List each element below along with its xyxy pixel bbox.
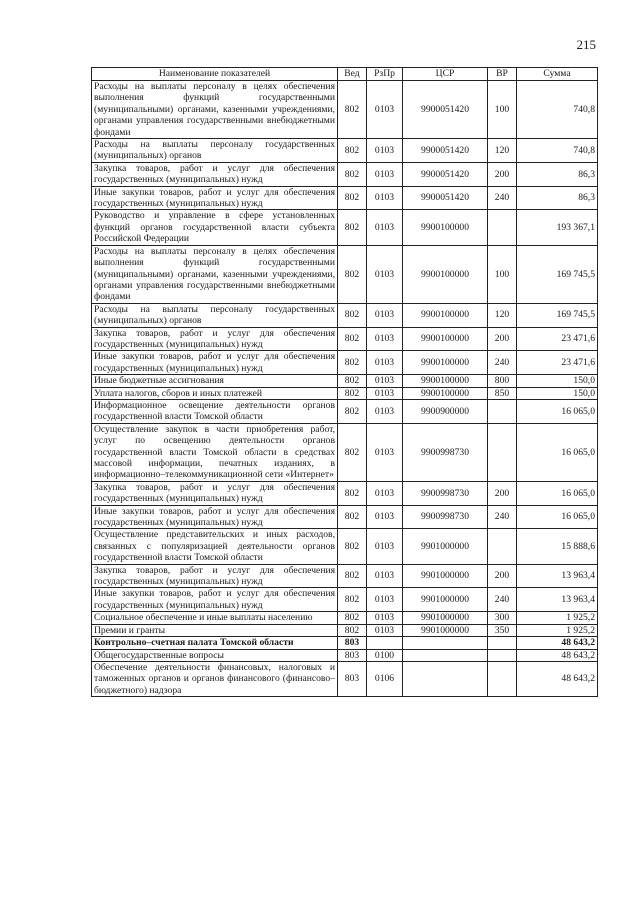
cell-csr: 9900051420 <box>403 162 488 186</box>
table-row <box>92 303 598 327</box>
cell-vr: 200 <box>488 481 517 505</box>
header-rzpr: РзПр <box>367 68 403 81</box>
header-vr: ВР <box>488 68 517 81</box>
cell-ved: 803 <box>338 661 367 696</box>
cell-vr <box>488 210 517 245</box>
cell-csr: 9900100000 <box>403 303 488 327</box>
cell-name: Осуществление представительских и иных расходов, связанных с популяризацией деятельности органов государственной власти Томской области <box>92 529 338 564</box>
cell-vr: 120 <box>488 139 517 163</box>
cell-csr: 9900900000 <box>403 399 488 423</box>
table-header-row <box>92 68 598 81</box>
cell-vr <box>488 529 517 564</box>
cell-ved: 802 <box>338 303 367 327</box>
cell-ved: 803 <box>338 637 367 649</box>
cell-rzpr: 0103 <box>367 351 403 375</box>
cell-ved: 802 <box>338 529 367 564</box>
cell-sum: 48 643,2 <box>517 661 598 696</box>
cell-rzpr: 0103 <box>367 505 403 529</box>
cell-name: Контрольно–счетная палата Томской области <box>92 637 338 649</box>
cell-rzpr: 0103 <box>367 624 403 636</box>
table-row <box>92 210 598 245</box>
cell-name: Расходы на выплаты персоналу в целях обеспечения выполнения функций государственными (муниципальными) органами, казенными учреждениями, органами управления государственными внебюджетными фондами <box>92 81 338 139</box>
table-row <box>92 375 598 387</box>
cell-ved: 802 <box>338 423 367 481</box>
cell-vr: 240 <box>488 505 517 529</box>
cell-vr <box>488 399 517 423</box>
table-row <box>92 637 598 649</box>
cell-vr: 800 <box>488 375 517 387</box>
cell-name: Информационное освещение деятельности органов государственной власти Томской области <box>92 399 338 423</box>
cell-ved: 802 <box>338 210 367 245</box>
cell-rzpr: 0103 <box>367 327 403 351</box>
cell-vr: 200 <box>488 327 517 351</box>
cell-vr: 100 <box>488 81 517 139</box>
cell-vr <box>488 649 517 661</box>
cell-ved: 802 <box>338 505 367 529</box>
cell-sum: 16 065,0 <box>517 399 598 423</box>
cell-ved: 802 <box>338 481 367 505</box>
cell-vr: 350 <box>488 624 517 636</box>
cell-csr: 9901000000 <box>403 588 488 612</box>
cell-sum: 15 888,6 <box>517 529 598 564</box>
cell-sum: 169 745,5 <box>517 245 598 303</box>
cell-ved: 802 <box>338 588 367 612</box>
table-row <box>92 588 598 612</box>
cell-ved: 802 <box>338 81 367 139</box>
cell-vr: 300 <box>488 612 517 624</box>
cell-ved: 802 <box>338 612 367 624</box>
cell-ved: 802 <box>338 387 367 399</box>
cell-sum: 1 925,2 <box>517 624 598 636</box>
cell-sum: 23 471,6 <box>517 327 598 351</box>
cell-name: Закупка товаров, работ и услуг для обеспечения государственных (муниципальных) нужд <box>92 162 338 186</box>
cell-name: Иные закупки товаров, работ и услуг для обеспечения государственных (муниципальных) нужд <box>92 588 338 612</box>
cell-name: Расходы на выплаты персоналу государственных (муниципальных) органов <box>92 303 338 327</box>
cell-sum: 16 065,0 <box>517 423 598 481</box>
cell-ved: 802 <box>338 186 367 210</box>
cell-sum: 740,8 <box>517 139 598 163</box>
cell-vr: 850 <box>488 387 517 399</box>
cell-sum: 48 643,2 <box>517 649 598 661</box>
cell-csr: 9900998730 <box>403 423 488 481</box>
cell-csr: 9901000000 <box>403 612 488 624</box>
cell-rzpr: 0103 <box>367 399 403 423</box>
table-row <box>92 162 598 186</box>
table-row <box>92 245 598 303</box>
cell-ved: 802 <box>338 139 367 163</box>
cell-rzpr: 0103 <box>367 423 403 481</box>
cell-vr: 240 <box>488 351 517 375</box>
cell-ved: 802 <box>338 624 367 636</box>
page-number: 215 <box>576 37 596 52</box>
cell-sum: 150,0 <box>517 387 598 399</box>
cell-name: Закупка товаров, работ и услуг для обеспечения государственных (муниципальных) нужд <box>92 564 338 588</box>
cell-ved: 802 <box>338 375 367 387</box>
cell-ved: 802 <box>338 351 367 375</box>
cell-vr: 240 <box>488 186 517 210</box>
cell-ved: 802 <box>338 162 367 186</box>
table-row <box>92 399 598 423</box>
cell-name: Расходы на выплаты персоналу государственных (муниципальных) органов <box>92 139 338 163</box>
cell-sum: 86,3 <box>517 186 598 210</box>
table-row <box>92 351 598 375</box>
cell-csr <box>403 649 488 661</box>
table-row <box>92 649 598 661</box>
cell-csr <box>403 637 488 649</box>
cell-name: Расходы на выплаты персоналу в целях обеспечения выполнения функций государственными (муниципальными) органами, казенными учреждениями, органами управления государственными внебюджетными фондами <box>92 245 338 303</box>
table-body <box>92 81 598 697</box>
cell-vr <box>488 637 517 649</box>
table-row <box>92 423 598 481</box>
cell-csr: 9900100000 <box>403 387 488 399</box>
cell-rzpr: 0103 <box>367 245 403 303</box>
cell-rzpr: 0103 <box>367 210 403 245</box>
cell-vr <box>488 661 517 696</box>
cell-rzpr: 0103 <box>367 612 403 624</box>
table-row <box>92 612 598 624</box>
cell-vr: 200 <box>488 162 517 186</box>
cell-sum: 1 925,2 <box>517 612 598 624</box>
cell-csr: 9900100000 <box>403 245 488 303</box>
cell-name: Общегосударственные вопросы <box>92 649 338 661</box>
cell-sum: 48 643,2 <box>517 637 598 649</box>
cell-ved: 802 <box>338 564 367 588</box>
cell-csr: 9900051420 <box>403 186 488 210</box>
table-row <box>92 529 598 564</box>
cell-sum: 169 745,5 <box>517 303 598 327</box>
budget-table <box>91 67 598 697</box>
cell-sum: 150,0 <box>517 375 598 387</box>
cell-name: Закупка товаров, работ и услуг для обеспечения государственных (муниципальных) нужд <box>92 327 338 351</box>
header-sum: Сумма <box>517 68 598 81</box>
cell-name: Иные закупки товаров, работ и услуг для обеспечения государственных (муниципальных) нужд <box>92 186 338 210</box>
table-row <box>92 564 598 588</box>
table-row <box>92 481 598 505</box>
cell-sum: 13 963,4 <box>517 588 598 612</box>
header-ved: Вед <box>338 68 367 81</box>
cell-name: Социальное обеспечение и иные выплаты населению <box>92 612 338 624</box>
table-row <box>92 186 598 210</box>
cell-rzpr: 0103 <box>367 81 403 139</box>
header-csr: ЦСР <box>403 68 488 81</box>
cell-rzpr: 0106 <box>367 661 403 696</box>
cell-csr: 9900100000 <box>403 327 488 351</box>
cell-csr: 9901000000 <box>403 564 488 588</box>
cell-sum: 16 065,0 <box>517 505 598 529</box>
cell-sum: 193 367,1 <box>517 210 598 245</box>
table-row <box>92 327 598 351</box>
cell-csr: 9900051420 <box>403 81 488 139</box>
cell-rzpr: 0103 <box>367 481 403 505</box>
table-row <box>92 661 598 696</box>
cell-vr: 200 <box>488 564 517 588</box>
cell-csr <box>403 661 488 696</box>
cell-csr: 9900100000 <box>403 375 488 387</box>
cell-csr: 9900051420 <box>403 139 488 163</box>
cell-rzpr: 0103 <box>367 303 403 327</box>
header-name: Наименование показателей <box>92 68 338 81</box>
cell-name: Закупка товаров, работ и услуг для обеспечения государственных (муниципальных) нужд <box>92 481 338 505</box>
cell-name: Иные закупки товаров, работ и услуг для обеспечения государственных (муниципальных) нужд <box>92 351 338 375</box>
cell-csr: 9900100000 <box>403 351 488 375</box>
cell-name: Уплата налогов, сборов и иных платежей <box>92 387 338 399</box>
cell-name: Премии и гранты <box>92 624 338 636</box>
table-row <box>92 139 598 163</box>
cell-rzpr: 0103 <box>367 162 403 186</box>
table-row <box>92 81 598 139</box>
cell-rzpr <box>367 637 403 649</box>
cell-sum: 16 065,0 <box>517 481 598 505</box>
cell-sum: 740,8 <box>517 81 598 139</box>
table-row <box>92 387 598 399</box>
cell-name: Осуществление закупок в части приобретения работ, услуг по освещению деятельности органов государственной власти Томской области в средствах массовой информации, печатных изданиях, в информационно–телекоммуникационной сети «Интернет» <box>92 423 338 481</box>
cell-ved: 802 <box>338 399 367 423</box>
table-row <box>92 624 598 636</box>
cell-ved: 803 <box>338 649 367 661</box>
cell-vr: 100 <box>488 245 517 303</box>
cell-ved: 802 <box>338 245 367 303</box>
cell-csr: 9900998730 <box>403 505 488 529</box>
cell-csr: 9900998730 <box>403 481 488 505</box>
cell-rzpr: 0103 <box>367 564 403 588</box>
table-row <box>92 505 598 529</box>
cell-sum: 23 471,6 <box>517 351 598 375</box>
cell-rzpr: 0103 <box>367 529 403 564</box>
cell-ved: 802 <box>338 327 367 351</box>
cell-name: Иные бюджетные ассигнования <box>92 375 338 387</box>
cell-rzpr: 0103 <box>367 139 403 163</box>
cell-vr <box>488 423 517 481</box>
cell-csr: 9900100000 <box>403 210 488 245</box>
cell-rzpr: 0103 <box>367 387 403 399</box>
cell-rzpr: 0103 <box>367 186 403 210</box>
cell-name: Иные закупки товаров, работ и услуг для обеспечения государственных (муниципальных) нужд <box>92 505 338 529</box>
cell-rzpr: 0100 <box>367 649 403 661</box>
cell-vr: 120 <box>488 303 517 327</box>
cell-name: Руководство и управление в сфере установленных функций органов государственной власти субъекта Российской Федерации <box>92 210 338 245</box>
cell-csr: 9901000000 <box>403 624 488 636</box>
cell-sum: 86,3 <box>517 162 598 186</box>
cell-rzpr: 0103 <box>367 588 403 612</box>
cell-rzpr: 0103 <box>367 375 403 387</box>
cell-vr: 240 <box>488 588 517 612</box>
cell-name: Обеспечение деятельности финансовых, налоговых и таможенных органов и органов финансового (финансово–бюджетного) надзора <box>92 661 338 696</box>
cell-sum: 13 963,4 <box>517 564 598 588</box>
cell-csr: 9901000000 <box>403 529 488 564</box>
